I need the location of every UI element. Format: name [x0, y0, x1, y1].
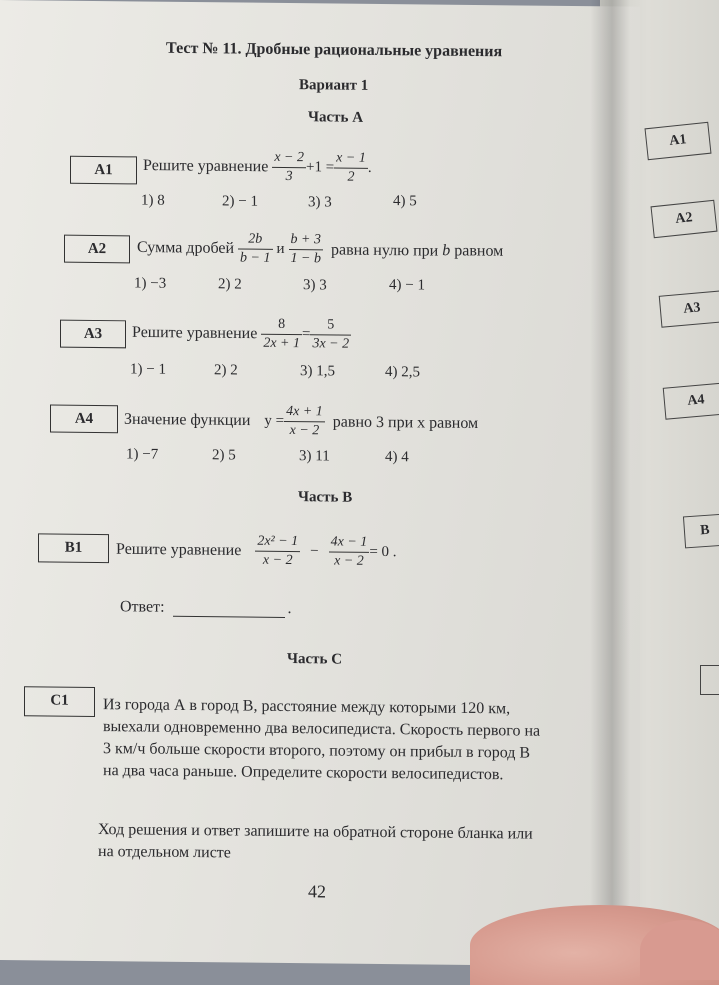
- task-a3-question: [132, 314, 351, 353]
- task-a1-text: Решите уравнение: [143, 156, 269, 176]
- task-a4-text: Значение функции: [124, 410, 251, 430]
- task-label-c1: С1: [24, 686, 95, 717]
- denominator: 2x + 1: [263, 335, 300, 352]
- fraction-b1-left: [255, 533, 300, 570]
- equals: =: [301, 326, 311, 343]
- period: .: [367, 159, 372, 176]
- task-a4-tail: равно 3 при x равном: [332, 412, 479, 432]
- facing-label-a2: А2: [651, 200, 718, 239]
- answer-period: .: [287, 600, 292, 618]
- conjunction: и: [276, 240, 285, 257]
- task-a2-tail: равна нулю при: [330, 240, 439, 260]
- variable-b: b: [442, 242, 451, 260]
- fraction-a1-right: [334, 149, 368, 186]
- denominator: 2: [347, 169, 355, 185]
- fraction-a1-left: [272, 149, 306, 186]
- task-a3-text: Решите уравнение: [132, 323, 258, 343]
- answer-a1-4: 4) 5: [393, 193, 417, 210]
- fraction-a4: [284, 403, 325, 440]
- numerator: 8: [261, 316, 302, 335]
- c1-line: выехали одновременно два велосипедиста. Скорость первого на: [103, 718, 541, 740]
- task-a2-question: [137, 229, 503, 270]
- c1-line: Из города А в город В, расстояние между которыми 120 км,: [103, 696, 511, 718]
- task-label-b1: В1: [38, 533, 109, 563]
- part-a-heading: Часть А: [308, 109, 364, 126]
- page-number: 42: [308, 881, 326, 902]
- test-title: Тест № 11. Дробные рациональные уравнения: [166, 39, 503, 61]
- c1-instruction: [98, 819, 628, 869]
- answer-a3-4: 4) 2,5: [385, 364, 420, 381]
- answer-label: Ответ:: [120, 598, 165, 616]
- answer-a4-2: 2) 5: [212, 447, 236, 464]
- numerator: 4x − 1: [329, 533, 370, 552]
- denominator: b − 1: [240, 250, 271, 266]
- facing-label-a4: А4: [663, 382, 719, 419]
- numerator: 2x² − 1: [255, 533, 300, 552]
- c1-line: 3 км/ч больше скорости второго, поэтому он прибыл в город В: [103, 740, 531, 762]
- fraction-a3-right: [310, 316, 351, 353]
- task-label-a1: А1: [70, 156, 137, 185]
- c1-line: на два часа раньше. Определите скорости велосипедистов.: [103, 762, 504, 784]
- numerator: 5: [310, 316, 351, 335]
- task-a2-text: Сумма дробей: [137, 238, 235, 257]
- task-label-a4: А4: [50, 405, 118, 434]
- denominator: 3x − 2: [312, 336, 350, 352]
- denominator: x − 2: [289, 423, 320, 439]
- plus-one: +1 =: [305, 159, 335, 176]
- answer-a2-2: 2) 2: [218, 276, 242, 293]
- equals-zero: = 0 .: [369, 543, 397, 561]
- answer-a1-2: 2) − 1: [222, 193, 258, 210]
- part-c-heading: Часть С: [287, 651, 343, 668]
- task-a2-tail2: равном: [454, 242, 504, 260]
- facing-box-empty: [700, 665, 719, 695]
- task-b1-question: [116, 531, 397, 571]
- task-b1-text: Решите уравнение: [116, 540, 242, 560]
- task-a1-question: [143, 147, 372, 186]
- instruction-line: на отдельном листе: [98, 843, 231, 862]
- numerator: x − 1: [334, 149, 368, 168]
- denominator: 1 − b: [290, 251, 321, 267]
- task-label-a3: А3: [60, 320, 126, 349]
- answer-a3-3: 3) 1,5: [300, 363, 335, 380]
- answer-a2-3: 3) 3: [303, 277, 327, 294]
- denominator: x − 2: [334, 553, 364, 569]
- numerator: x − 2: [272, 149, 306, 168]
- task-a4-question: [124, 401, 478, 442]
- answer-a4-3: 3) 11: [299, 448, 330, 465]
- numerator: 4x + 1: [284, 403, 325, 422]
- facing-label-b: В: [683, 514, 719, 549]
- fraction-a2-left: [238, 230, 272, 267]
- answer-a1-3: 3) 3: [308, 194, 332, 211]
- finger-tip: [640, 920, 719, 980]
- task-c1-text: [103, 694, 623, 787]
- variant-heading: Вариант 1: [299, 77, 369, 94]
- denominator: x − 2: [262, 552, 293, 569]
- answer-a4-1: 1) −7: [126, 446, 159, 463]
- task-label-a2: А2: [64, 235, 130, 264]
- numerator: b + 3: [289, 231, 323, 250]
- minus-sign: −: [310, 543, 319, 560]
- fraction-a2-right: [289, 231, 323, 268]
- answer-a3-2: 2) 2: [214, 362, 238, 379]
- answer-a1-1: 1) 8: [141, 192, 165, 209]
- answer-blank[interactable]: [173, 600, 285, 618]
- b1-answer-row: [120, 598, 292, 618]
- facing-label-a3: А3: [659, 290, 719, 327]
- numerator: 2b: [238, 230, 272, 249]
- answer-a2-1: 1) −3: [134, 275, 167, 292]
- answer-a2-4: 4) − 1: [389, 277, 425, 294]
- answer-a4-4: 4) 4: [385, 449, 409, 466]
- fraction-b1-right: [329, 533, 370, 570]
- book-spine-shadow: [590, 0, 630, 960]
- fraction-a3-left: [261, 316, 302, 353]
- denominator: 3: [285, 168, 293, 185]
- facing-label-a1: А1: [645, 122, 712, 161]
- answer-a3-1: 1) − 1: [130, 361, 166, 378]
- function-y: y =: [264, 412, 285, 429]
- part-b-heading: Часть В: [298, 489, 353, 506]
- instruction-line: Ход решения и ответ запишите на обратной стороне бланка или: [98, 821, 533, 843]
